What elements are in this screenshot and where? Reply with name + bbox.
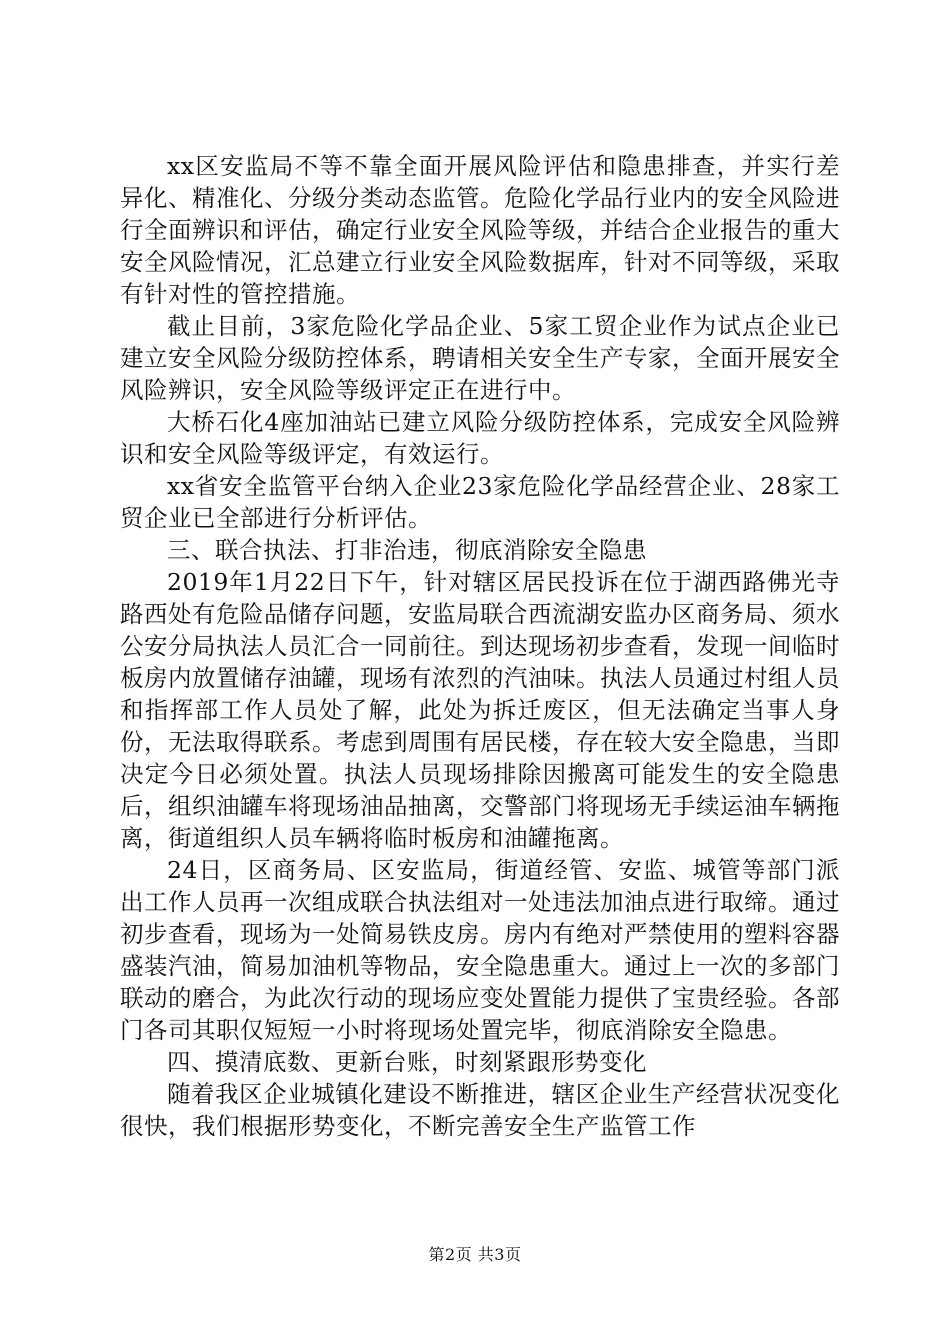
paragraph-risk-assessment: xx区安监局不等不靠全面开展风险评估和隐患排查，并实行差异化、精准化、分级分类动态监管。危险化学品行业内的安全风险进行全面辨识和评估，确定行业安全风险等级，并结合企业报告的重大安全风险情况，汇总建立行业安全风险数据库，针对不同等级，采取有针对性的管控措施。	[120, 152, 840, 308]
section-heading-joint-enforcement: 三、联合执法、打非治违，彻底消除安全隐患	[167, 536, 647, 564]
paragraph-urbanization: 随着我区企业城镇化建设不断推进，辖区企业生产经营状况变化很快，我们根据形势变化，不断完善安全生产监管工作	[120, 1080, 840, 1140]
section-heading-ledger-update: 四、摸清底数、更新台账，时刻紧跟形势变化	[167, 1048, 647, 1076]
page-number-footer: 第2页 共3页	[428, 1245, 522, 1264]
paragraph-provincial-platform: xx省安全监管平台纳入企业23家危险化学品经营企业、28家工贸企业已全部进行分析评估。	[120, 472, 840, 532]
paragraph-24th-enforcement: 24日，区商务局、区安监局，街道经管、安监、城管等部门派出工作人员再一次组成联合执法组对一处违法加油点进行取缔。通过初步查看，现场为一处简易铁皮房。房内有绝对严禁使用的塑料容器盛装汽油，简易加油机等物品，安全隐患重大。通过上一次的多部门联动的磨合，为此次行动的现场应变处置能力提供了宝贵经验。各部门各司其职仅短短一小时将现场处置完毕，彻底消除安全隐患。	[120, 856, 840, 1044]
paragraph-daqiao-petrochem: 大桥石化4座加油站已建立风险分级防控体系，完成安全风险辨识和安全风险等级评定，有效运行。	[120, 408, 840, 468]
document-body	[120, 150, 840, 1142]
paragraph-pilot-enterprises: 截止目前，3家危险化学品企业、5家工贸企业作为试点企业已建立安全风险分级防控体系，聘请相关安全生产专家，全面开展安全风险辨识，安全风险等级评定正在进行中。	[120, 312, 840, 404]
paragraph-jan22-enforcement: 2019年1月22日下午，针对辖区居民投诉在位于湖西路佛光寺路西处有危险品储存问题，安监局联合西流湖安监办区商务局、须水公安分局执法人员汇合一同前往。到达现场初步查看，发现一间临时板房内放置储存油罐，现场有浓烈的汽油味。执法人员通过村组人员和指挥部工作人员处了解，此处为拆迁废区，但无法确定当事人身份，无法取得联系。考虑到周围有居民楼，存在较大安全隐患，当即决定今日必须处置。执法人员现场排除因搬离可能发生的安全隐患后，组织油罐车将现场油品抽离，交警部门将现场无手续运油车辆拖离，街道组织人员车辆将临时板房和油罐拖离。	[120, 568, 840, 852]
